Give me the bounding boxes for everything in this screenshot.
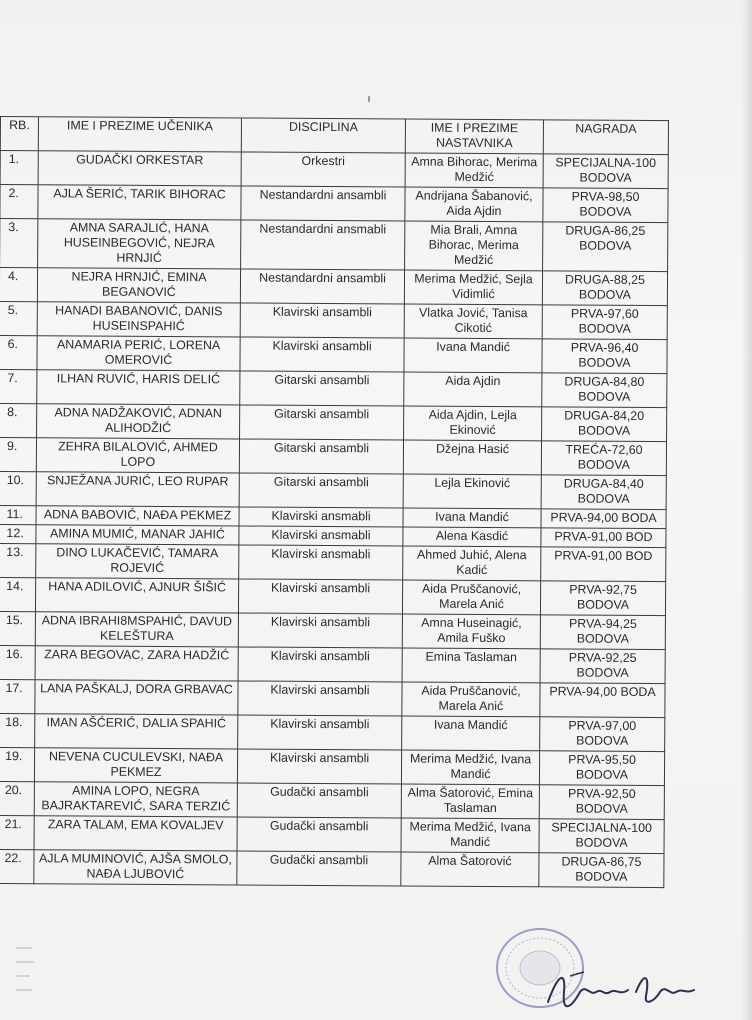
table-row (0, 369, 667, 407)
table-row (0, 679, 665, 717)
table-row (0, 611, 665, 649)
cell-award: PRVA-92,75 BODOVA (540, 581, 665, 616)
cell-student-name: ZARA BEGOVAC, ZARA HADŽIĆ (35, 646, 238, 681)
cell-teacher: Aida Ajdin (404, 372, 542, 407)
cell-student-name: HANADI BABANOVIĆ, DANIS HUSEINSPAHIĆ (37, 302, 240, 337)
cell-award: PRVA-98,50 BODOVA (543, 188, 668, 223)
cell-teacher: Merima Medžić, Ivana Mandić (401, 818, 539, 853)
table-row (0, 335, 667, 373)
cell-award: SPECIJALNA-100 BODOVA (543, 154, 668, 189)
cell-discipline: Gudački ansambli (237, 817, 401, 852)
cell-teacher: Alma Šatorović (401, 852, 539, 887)
cell-teacher: Amna Bihorac, Merima Medžić (405, 153, 543, 188)
cell-discipline: Gitarski ansambli (239, 439, 403, 474)
cell-rb: 3. (0, 219, 38, 268)
cell-rb: 4. (0, 268, 38, 302)
cell-student-name: AMINA MUMIĆ, MANAR JAHIĆ (36, 525, 239, 545)
cell-award: PRVA-91,00 BOD (541, 528, 666, 548)
cell-rb: 7. (0, 369, 37, 403)
cell-student-name: AJLA MUMINOVIĆ, AJŠA SMOLO, NAĐA LJUBOVIĆ (34, 850, 237, 885)
cell-rb: 10. (0, 471, 36, 505)
cell-discipline: Nestandardni ansmabli (241, 220, 405, 270)
cell-student-name: AMINA LOPO, NEGRA BAJRAKTAREVIĆ, SARA TERZIĆ (34, 782, 237, 817)
cell-award: PRVA-91,00 BOD (541, 547, 666, 582)
cell-discipline: Klavirski ansambli (240, 303, 404, 338)
cell-student-name: ADNA NADŽAKOVIĆ, ADNAN ALIHODŽIĆ (37, 404, 240, 439)
cell-discipline: Klavirski ansambli (240, 337, 404, 372)
cell-award: PRVA-95,50 BODOVA (539, 751, 664, 786)
cell-discipline: Gudački ansambli (237, 783, 401, 818)
cell-award: TREĆA-72,60 BODOVA (541, 441, 666, 476)
cell-discipline: Klavirski ansmabli (239, 545, 403, 580)
table-row (0, 151, 668, 189)
cell-discipline: Klavirski ansambli (238, 681, 402, 716)
table-row (0, 403, 667, 441)
table-row (0, 645, 665, 683)
table-row (0, 268, 668, 306)
cell-rb: 8. (0, 403, 37, 437)
cell-teacher: Ahmed Juhić, Alena Kadić (403, 546, 541, 581)
cell-student-name: AJLA ŠERIĆ, TARIK BIHORAC (38, 185, 241, 220)
page-edge-shadow (742, 0, 752, 1020)
cell-discipline: Klavirski ansambli (238, 715, 402, 750)
cell-award: SPECIJALNA-100 BODOVA (539, 819, 664, 854)
header-rb: RB. (0, 117, 38, 151)
cell-teacher: Andrijana Šabanović, Aida Ajdin (405, 187, 543, 222)
cell-discipline: Gitarski ansambli (240, 371, 404, 406)
cell-award: PRVA-92,25 BODOVA (540, 649, 665, 684)
cell-student-name: ZARA TALAM, EMA KOVALJEV (34, 816, 237, 851)
cell-teacher: Aida Pruščanović, Marela Anić (402, 580, 540, 615)
cell-teacher: Alena Kasdić (403, 527, 541, 547)
cell-discipline: Klavirski ansmabli (239, 526, 403, 546)
cell-rb: 9. (0, 437, 37, 471)
cell-discipline: Klavirski ansambli (237, 749, 401, 784)
cell-rb: 13. (0, 543, 36, 577)
table-row (0, 577, 666, 615)
table-header (0, 117, 668, 155)
cell-rb: 14. (0, 577, 36, 611)
cell-award: DRUGA-84,40 BODOVA (541, 475, 666, 510)
cell-discipline: Orkestri (241, 152, 405, 187)
cell-award: PRVA-94,25 BODOVA (540, 615, 665, 650)
cell-teacher: Merima Medžić, Sejla Vidimlić (404, 270, 542, 305)
cell-award: PRVA-96,40 BODOVA (542, 339, 667, 374)
table-row (0, 781, 664, 819)
cell-teacher: Emina Taslaman (402, 648, 540, 683)
cell-student-name: AMNA SARAJLIĆ, HANA HUSEINBEGOVIĆ, NEJRA HRNJIĆ (38, 219, 241, 269)
cell-student-name: NEVENA CUCULEVSKI, NAĐA PEKMEZ (34, 748, 237, 783)
cell-teacher: Mia Brali, Amna Bihorac, Merima Medžić (405, 221, 543, 271)
cell-discipline: Gitarski ansambli (240, 405, 404, 440)
table-row (0, 471, 666, 509)
table-row (0, 713, 665, 751)
table-row (0, 849, 664, 887)
cell-rb: 18. (0, 713, 35, 747)
table-row (0, 747, 665, 785)
cell-discipline: Nestandardni ansambli (240, 269, 404, 304)
cell-rb: 15. (0, 611, 35, 645)
header-student-name: IME I PREZIME UČENIKA (38, 117, 241, 152)
cell-discipline: Gudački ansambli (237, 851, 401, 886)
cell-rb: 2. (0, 185, 38, 219)
cell-discipline: Gitarski ansambli (239, 473, 403, 508)
cell-teacher: Vlatka Jović, Tanisa Cikotić (404, 304, 542, 339)
cell-discipline: Klavirski ansmabli (239, 507, 403, 527)
table-row (0, 815, 664, 853)
cell-award: PRVA-97,00 BODOVA (540, 717, 665, 752)
table-body (0, 151, 668, 888)
table-row (0, 437, 667, 475)
handwritten-signature-icon (540, 962, 700, 1018)
cell-rb: 17. (0, 679, 35, 713)
cell-student-name: ADNA IBRAHI8MSPAHIĆ, DAVUD KELEŠTURA (35, 612, 238, 647)
cell-rb: 6. (0, 335, 37, 369)
cell-rb: 21. (0, 815, 34, 849)
cell-teacher: Džejna Hasić (403, 440, 541, 475)
cell-student-name: GUDAČKI ORKESTAR (38, 151, 241, 186)
table-row (0, 219, 668, 272)
cell-rb: 11. (0, 505, 36, 524)
cell-award: PRVA-94,00 BODA (541, 509, 666, 529)
header-discipline: DISCIPLINA (241, 118, 405, 153)
table-row (0, 543, 666, 581)
cell-rb: 16. (0, 645, 35, 679)
table-row (0, 301, 667, 339)
cell-teacher: Lejla Ekinović (403, 474, 541, 509)
cell-rb: 19. (0, 747, 35, 781)
header-teacher: IME I PREZIME NASTAVNIKA (405, 119, 543, 154)
cell-rb: 12. (0, 524, 36, 543)
cell-rb: 20. (0, 781, 34, 815)
cell-student-name: SNJEŽANA JURIĆ, LEO RUPAR (36, 472, 239, 507)
results-table (0, 116, 669, 888)
cell-award: DRUGA-84,80 BODOVA (542, 373, 667, 408)
cell-student-name: ADNA BABOVIĆ, NAĐA PEKMEZ (36, 506, 239, 526)
cell-teacher: Ivana Mandić (404, 338, 542, 373)
header-award: NAGRADA (543, 120, 668, 155)
cell-student-name: HANA ADILOVIĆ, AJNUR ŠIŠIĆ (35, 578, 238, 613)
cell-discipline: Nestandardni ansambli (241, 186, 405, 221)
cell-award: PRVA-94,00 BODA (540, 683, 665, 718)
cell-student-name: ILHAN RUVIĆ, HARIS DELIĆ (37, 370, 240, 405)
cell-teacher: Ivana Mandić (402, 716, 540, 751)
cell-award: PRVA-97,60 BODOVA (542, 305, 667, 340)
cell-student-name: LANA PAŠKALJ, DORA GRBAVAC (35, 680, 238, 715)
cell-student-name: ANAMARIA PERIĆ, LORENA OMEROVIĆ (37, 336, 240, 371)
table-row (0, 185, 668, 223)
cell-discipline: Klavirski ansambli (238, 613, 402, 648)
cell-student-name: NEJRA HRNJIĆ, EMINA BEGANOVIĆ (37, 268, 240, 303)
cell-award: DRUGA-86,25 BODOVA (543, 222, 668, 272)
page-mark (368, 96, 370, 102)
cell-rb: 5. (0, 301, 37, 335)
margin-pencil-marks (12, 940, 42, 1010)
cell-teacher: Ivana Mandić (403, 508, 541, 528)
cell-teacher: Amna Huseinagić, Amila Fuško (402, 614, 540, 649)
cell-rb: 1. (0, 151, 38, 185)
cell-award: DRUGA-88,25 BODOVA (542, 271, 667, 306)
header-row (0, 117, 668, 155)
cell-student-name: IMAN AŠĆERIĆ, DALIA SPAHIĆ (35, 714, 238, 749)
cell-award: DRUGA-86,75 BODOVA (539, 853, 664, 888)
cell-student-name: DINO LUKAČEVIĆ, TAMARA ROJEVIĆ (36, 544, 239, 579)
cell-student-name: ZEHRA BILALOVIĆ, AHMED LOPO (36, 438, 239, 473)
cell-discipline: Klavirski ansambli (238, 647, 402, 682)
cell-teacher: Aida Pruščanović, Marela Anić (402, 682, 540, 717)
cell-teacher: Alma Šatorović, Emina Taslaman (401, 784, 539, 819)
cell-discipline: Klavirski ansambli (238, 579, 402, 614)
cell-teacher: Merima Medžić, Ivana Mandić (401, 750, 539, 785)
cell-rb: 22. (0, 849, 34, 883)
cell-award: PRVA-92,50 BODOVA (539, 785, 664, 820)
cell-award: DRUGA-84,20 BODOVA (542, 407, 667, 442)
cell-teacher: Aida Ajdin, Lejla Ekinović (404, 406, 542, 441)
